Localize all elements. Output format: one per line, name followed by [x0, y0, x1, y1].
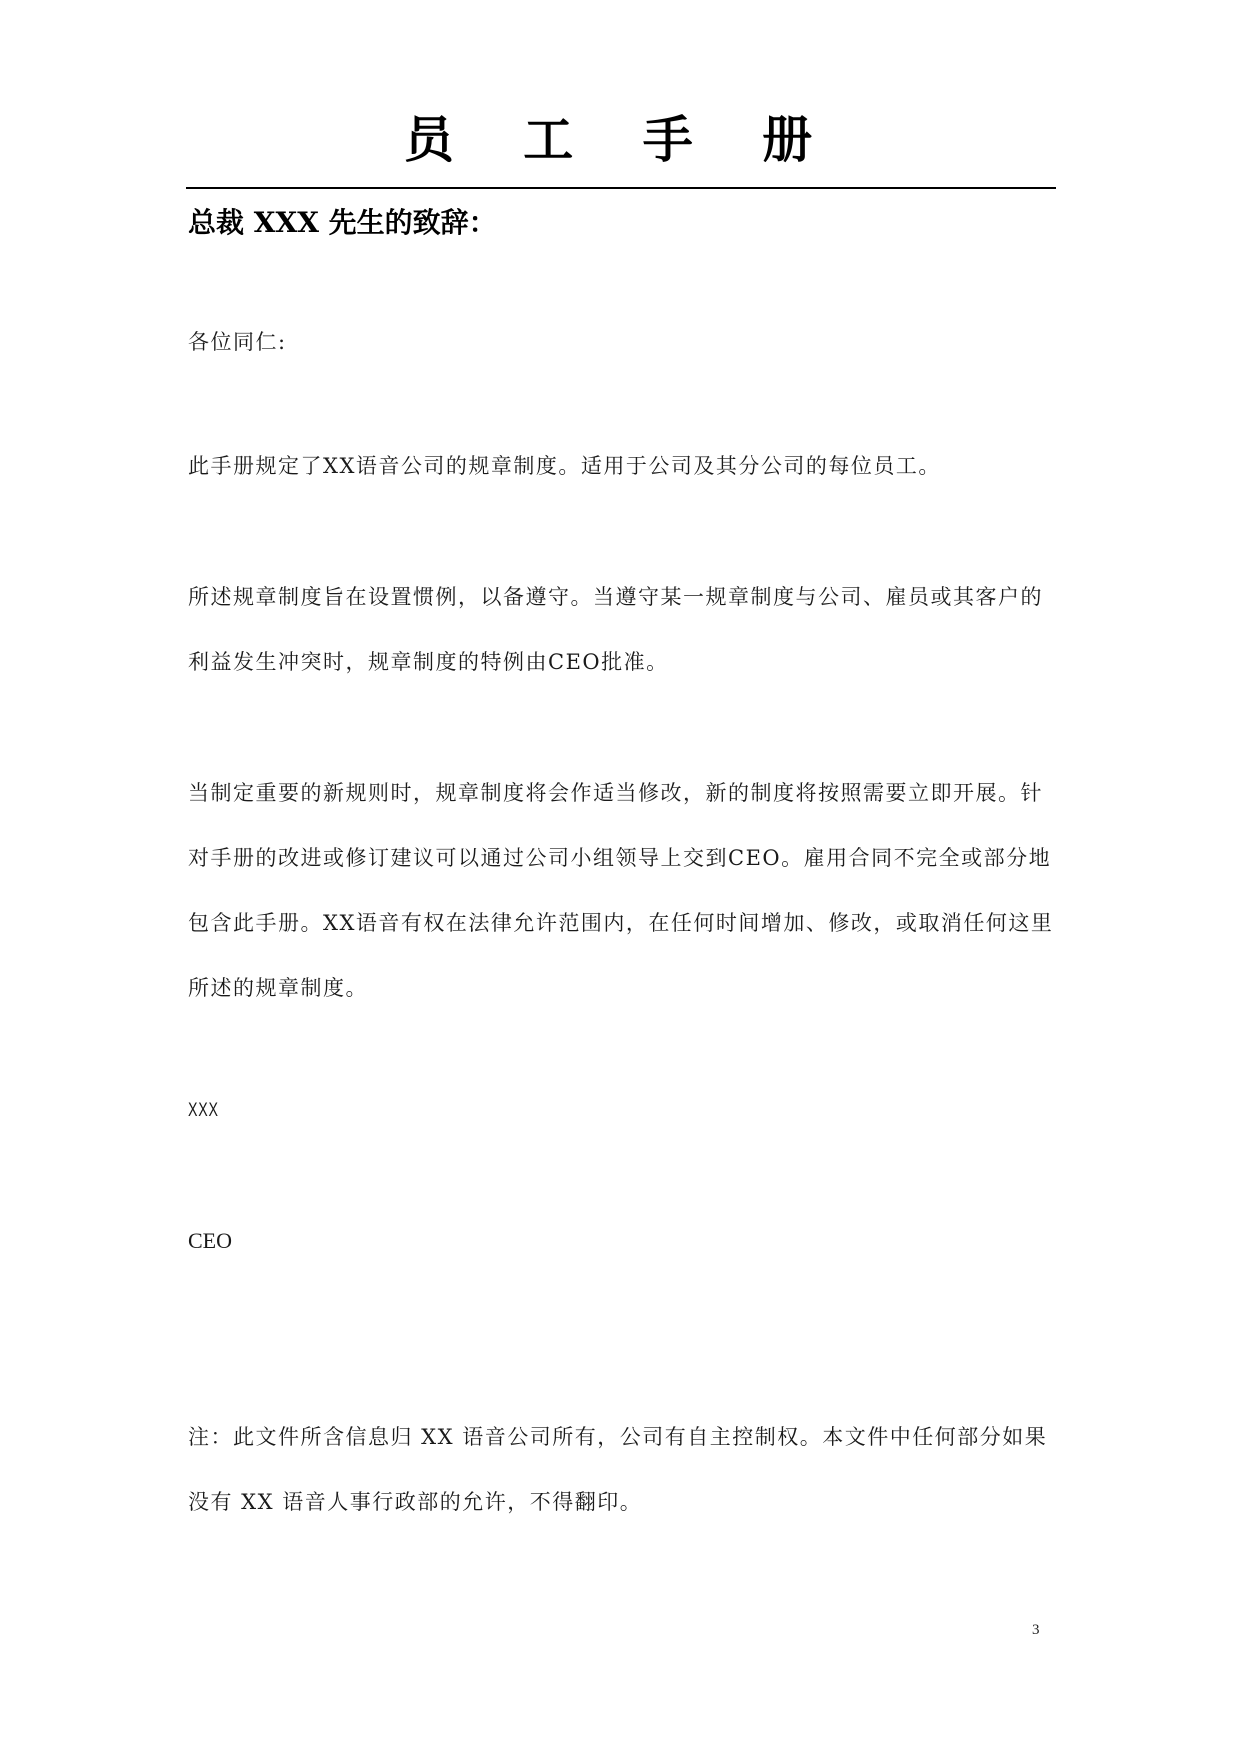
section-heading: 总裁 XXX 先生的致辞： [188, 206, 497, 239]
paragraph-scope: 此手册规定了XX语音公司的规章制度。适用于公司及其分公司的每位员工。 [188, 454, 941, 478]
document-title: 员 工 手 册 [403, 111, 839, 169]
signature-name: XXX [188, 1100, 219, 1121]
paragraph-revisions: 当制定重要的新规则时，规章制度将会作适当修改，新的制度将按照需要立即开展。针对手册的改进或修订建议可以通过公司小组领导上交到CEO。雇用合同不完全或部分地包含此手册。XX语音有权在法律允许范围内，在任何时间增加、修改，或取消任何这里所述的规章制度。 [188, 781, 1054, 1000]
page-number: 3 [1032, 1622, 1040, 1638]
salutation: 各位同仁: [188, 330, 287, 354]
signature-title: CEO [188, 1228, 232, 1253]
paragraph-exceptions: 所述规章制度旨在设置惯例，以备遵守。当遵守某一规章制度与公司、雇员或其客户的利益发生冲突时，规章制度的特例由CEO批准。 [188, 585, 1043, 674]
title-divider [186, 187, 1056, 189]
confidentiality-note: 注：此文件所含信息归 XX 语音公司所有，公司有自主控制权。本文件中任何部分如果没有 XX 语音人事行政部的允许，不得翻印。 [188, 1425, 1048, 1514]
